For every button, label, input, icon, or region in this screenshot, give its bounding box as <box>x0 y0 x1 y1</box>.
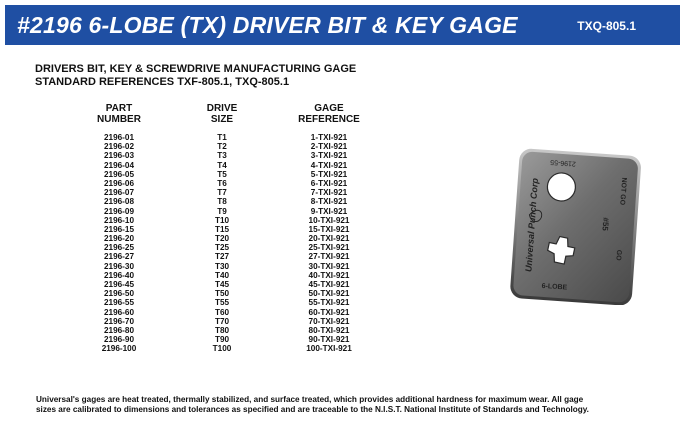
drive-size-cell: T15 <box>214 224 230 234</box>
table-row <box>0 298 420 307</box>
column-header-part-number: PART NUMBER <box>97 103 141 125</box>
table-row <box>0 161 420 170</box>
table-row <box>0 142 420 151</box>
part-number-cell: 2196-25 <box>103 243 135 253</box>
part-number-cell: 2196-55 <box>103 298 135 308</box>
drive-size-cell: T9 <box>217 206 227 216</box>
part-number-cell: 2196-50 <box>103 289 135 299</box>
part-number-cell: 2196-04 <box>103 160 135 170</box>
drive-size-cell: T7 <box>217 188 227 198</box>
drive-size-cell: T50 <box>214 289 230 299</box>
drive-size-cell: T90 <box>214 335 230 345</box>
drive-size-cell: T6 <box>217 178 227 188</box>
gage-reference-cell: 9-TXI-921 <box>310 206 348 216</box>
table-row <box>0 344 420 353</box>
gage-reference-cell: 15-TXI-921 <box>308 224 350 234</box>
gage-reference-cell: 27-TXI-921 <box>308 252 350 262</box>
gage-maker-engraving: Universal Punch Corp <box>523 177 540 273</box>
drive-size-cell: T1 <box>217 133 227 142</box>
part-number-cell: 2196-09 <box>103 206 135 216</box>
gage-reference-cell: 3-TXI-921 <box>310 151 348 161</box>
part-number-cell: 2196-10 <box>103 215 135 225</box>
gage-reference-cell: 100-TXI-921 <box>306 344 352 354</box>
gage-table <box>0 133 420 354</box>
gage-reference-cell: 1-TXI-921 <box>310 133 348 142</box>
gage-reference-cell: 30-TXI-921 <box>308 261 350 271</box>
table-row <box>0 151 420 160</box>
page-title: #2196 6-LOBE (TX) DRIVER BIT & KEY GAGE <box>17 12 518 38</box>
gage-reference-cell: 50-TXI-921 <box>308 289 350 299</box>
drive-size-cell: T40 <box>214 270 230 280</box>
table-row <box>0 225 420 234</box>
drive-size-cell: T2 <box>217 142 227 152</box>
part-number-cell: 2196-60 <box>103 307 135 317</box>
drive-size-cell: T25 <box>214 243 230 253</box>
part-number-cell: 2196-06 <box>103 178 135 188</box>
gage-reference-cell: 6-TXI-921 <box>310 178 348 188</box>
gage-reference-cell: 2-TXI-921 <box>310 142 348 152</box>
footer-line-1: Universal's gages are heat treated, thermally stabilized, and surface treated, which provides additional hardness for maximum wear. All gage <box>36 395 584 404</box>
gage-reference-cell: 25-TXI-921 <box>308 243 350 253</box>
gage-reference-cell: 40-TXI-921 <box>308 270 350 280</box>
part-number-cell: 2196-70 <box>103 316 135 326</box>
drive-size-cell: T20 <box>214 234 230 244</box>
footer-line-2: sizes are calibrated to dimensions and tolerances as specified and are traceable to the N.I.S.T. National Institute of Standards and Technology. <box>36 405 589 414</box>
document-code: TXQ-805.1 <box>577 19 636 33</box>
subtitle-line-1: DRIVERS BIT, KEY & SCREWDRIVE MANUFACTURING GAGE <box>35 63 357 75</box>
part-number-cell: 2196-30 <box>103 261 135 271</box>
column-header-drive-size: DRIVE SIZE <box>206 103 238 125</box>
table-row <box>0 271 420 280</box>
part-number-cell: 2196-45 <box>103 280 135 289</box>
gage-reference-cell: 10-TXI-921 <box>308 215 350 225</box>
gage-reference-cell: 7-TXI-921 <box>310 188 348 198</box>
footer-note <box>36 395 676 415</box>
part-number-cell: 2196-40 <box>103 270 135 280</box>
gage-reference-cell: 90-TXI-921 <box>308 335 350 345</box>
gage-reference-cell: 5-TXI-921 <box>310 169 348 179</box>
drive-size-cell: T4 <box>217 160 227 170</box>
table-row <box>0 308 420 317</box>
not-go-label: NOT GO <box>618 177 628 206</box>
part-number-cell: 2196-03 <box>103 151 135 161</box>
part-number-cell: 2196-27 <box>103 252 135 262</box>
gage-part-number: 2196-55 <box>550 158 577 167</box>
part-number-cell: 2196-80 <box>103 325 135 335</box>
drive-size-cell: T55 <box>214 298 230 308</box>
drive-size-cell: T100 <box>212 344 232 354</box>
gage-reference-cell: 20-TXI-921 <box>308 234 350 244</box>
gage-reference-cell: 60-TXI-921 <box>308 307 350 317</box>
table-row <box>0 243 420 252</box>
drive-size-cell: T60 <box>214 307 230 317</box>
part-number-cell: 2196-02 <box>103 142 135 152</box>
drive-size-cell: T27 <box>214 252 230 262</box>
table-row <box>0 197 420 206</box>
drive-size-cell: T30 <box>214 261 230 271</box>
part-number-cell: 2196-01 <box>103 133 135 142</box>
drive-size-cell: T70 <box>214 316 230 326</box>
standards-subtitle <box>35 63 356 89</box>
part-number-cell: 2196-90 <box>103 335 135 345</box>
drive-size-cell: T5 <box>217 169 227 179</box>
gage-reference-cell: 45-TXI-921 <box>308 280 350 289</box>
subtitle-line-2: STANDARD REFERENCES TXF-805.1, TXQ-805.1 <box>35 76 290 88</box>
gage-reference-cell: 55-TXI-921 <box>308 298 350 308</box>
go-label: GO <box>614 249 623 261</box>
table-row <box>0 289 420 298</box>
table-row <box>0 252 420 261</box>
table-row <box>0 280 420 289</box>
column-header-gage-reference: GAGE REFERENCE <box>298 103 360 125</box>
table-row <box>0 326 420 335</box>
drive-size-cell: T10 <box>214 215 230 225</box>
gage-reference-cell: 80-TXI-921 <box>308 325 350 335</box>
gage-reference-cell: 4-TXI-921 <box>310 160 348 170</box>
table-row <box>0 262 420 271</box>
table-row <box>0 335 420 344</box>
part-number-cell: 2196-05 <box>103 169 135 179</box>
table-row <box>0 188 420 197</box>
gage-size-engraving: #55 <box>600 217 611 232</box>
table-row <box>0 179 420 188</box>
table-row <box>0 234 420 243</box>
title-banner <box>5 5 680 45</box>
gage-photo <box>495 140 655 305</box>
table-row <box>0 207 420 216</box>
part-number-cell: 2196-15 <box>103 224 135 234</box>
part-number-cell: 2196-20 <box>103 234 135 244</box>
drive-size-cell: T3 <box>217 151 227 161</box>
drive-size-cell: T80 <box>214 325 230 335</box>
drive-size-cell: T45 <box>214 280 230 289</box>
table-row <box>0 216 420 225</box>
gage-reference-cell: 8-TXI-921 <box>310 197 348 207</box>
part-number-cell: 2196-100 <box>101 344 137 354</box>
table-row <box>0 133 420 142</box>
table-row <box>0 170 420 179</box>
table-row <box>0 317 420 326</box>
drive-size-cell: T8 <box>217 197 227 207</box>
part-number-cell: 2196-08 <box>103 197 135 207</box>
gage-reference-cell: 70-TXI-921 <box>308 316 350 326</box>
part-number-cell: 2196-07 <box>103 188 135 198</box>
gage-type-label: 6-LOBE <box>541 282 568 292</box>
